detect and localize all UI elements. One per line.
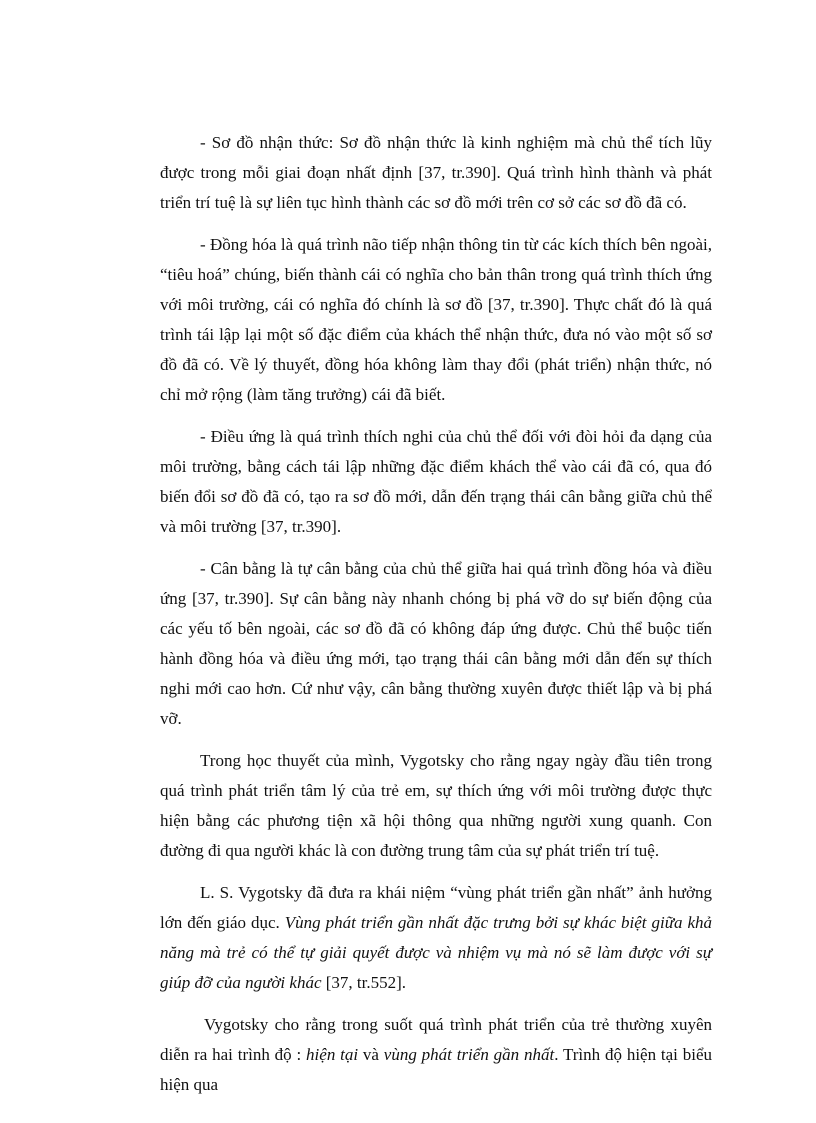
- zpd-citation: [37, tr.552].: [321, 973, 407, 992]
- two-levels-intro-text: Vygotsky cho rằng trong suốt quá trình phát triển của trẻ thường xuyên diễn ra hai trình độ :: [160, 1015, 712, 1064]
- paragraph-accommodation: - Điều ứng là quá trình thích nghi của chủ thể đối với đòi hỏi đa dạng của môi trường, bằng cách tái lập những đặc điểm khách thể vào cái đã có, qua đó biến đổi sơ đồ đã có, tạo ra sơ đồ mới, dẫn đến trạng thái cân bằng giữa chủ thể và môi trường [37, tr.390].: [160, 427, 712, 536]
- paragraph-cognitive-schema: - Sơ đồ nhận thức: Sơ đồ nhận thức là kinh nghiệm mà chủ thể tích lũy được trong mỗi giai đoạn nhất định [37, tr.390]. Quá trình hình thành và phát triển trí tuệ là sự liên tục hình thành các sơ đồ mới trên cơ sở các sơ đồ đã có.: [160, 133, 712, 212]
- document-page: [160, 128, 712, 1112]
- paragraph-two-levels: [160, 1010, 712, 1100]
- two-levels-conjunction: và: [358, 1045, 384, 1064]
- zpd-definition-italic: Vùng phát triển gần nhất đặc trưng bởi sự khác biệt giữa khả năng mà trẻ có thể tự giải quyết được và nhiệm vụ mà nó sẽ làm được với sự giúp đỡ của người khác: [160, 913, 712, 992]
- zpd-intro-text: L. S. Vygotsky đã đưa ra khái niệm “vùng phát triển gần nhất” ảnh hưởng lớn đến giáo dục.: [160, 883, 712, 932]
- paragraph-zone-of-proximal-development: [160, 878, 712, 998]
- level-current-italic: hiện tại: [306, 1045, 359, 1064]
- level-proximal-italic: vùng phát triển gần nhất: [383, 1045, 555, 1064]
- paragraph-assimilation: - Đồng hóa là quá trình não tiếp nhận thông tin từ các kích thích bên ngoài, “tiêu hoá” chúng, biến thành cái có nghĩa cho bản thân trong quá trình thích ứng với môi trường, cái có nghĩa đó chính là sơ đồ [37, tr.390]. Thực chất đó là quá trình tái lập lại một số đặc điểm của khách thể nhận thức, đưa nó vào một số sơ đồ đã có. Về lý thuyết, đồng hóa không làm thay đổi (phát triển) nhận thức, nó chỉ mở rộng (làm tăng trưởng) cái đã biết.: [160, 235, 712, 404]
- paragraph-vygotsky-theory: Trong học thuyết của mình, Vygotsky cho rằng ngay ngày đầu tiên trong quá trình phát triển tâm lý của trẻ em, sự thích ứng với môi trường được thực hiện bằng các phương tiện xã hội thông qua những người xung quanh. Con đường đi qua người khác là con đường trung tâm của sự phát triển trí tuệ.: [160, 751, 712, 860]
- paragraph-equilibrium: - Cân bằng là tự cân bằng của chủ thể giữa hai quá trình đồng hóa và điều ứng [37, tr.390]. Sự cân bằng này nhanh chóng bị phá vỡ do sự biến động của các yếu tố bên ngoài, các sơ đồ đã có không đáp ứng được. Chủ thể buộc tiến hành đồng hóa và điều ứng mới, tạo trạng thái cân bằng mới dẫn đến sự thích nghi mới cao hơn. Cứ như vậy, cân bằng thường xuyên được thiết lập và bị phá vỡ.: [160, 559, 712, 728]
- two-levels-continuation: . Trình độ hiện tại biểu hiện qua: [160, 1045, 712, 1094]
